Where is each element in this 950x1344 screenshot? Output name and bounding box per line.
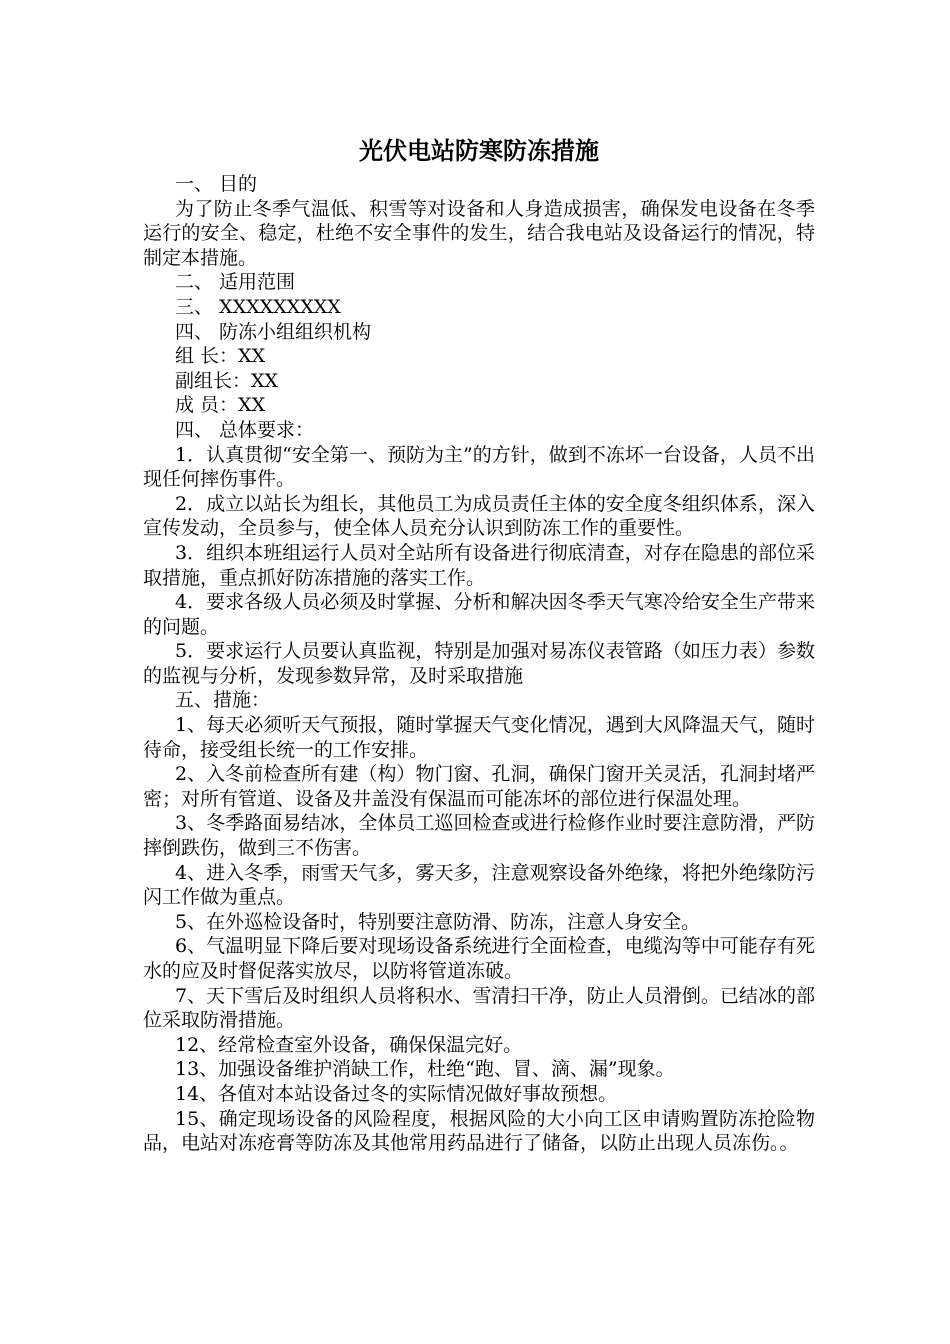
requirement-item: 3．组织本班组运行人员对全站所有设备进行彻底清查，对存在隐患的部位采取措施，重点抓好防冻措施的落实工作。: [143, 541, 815, 589]
measure-item: 14、各值对本站设备过冬的实际情况做好事故预想。: [175, 1082, 618, 1105]
requirement-item: 5．要求运行人员要认真监视，特别是加强对易冻仪表管路（如压力表）参数的监视与分析，发现参数异常，及时采取措施: [143, 640, 815, 687]
requirement-item: 1．认真贯彻“安全第一、预防为主”的方针，做到不冻坏一台设备，人员不出现任何摔伤事件。: [143, 443, 815, 491]
org-deputy-leader: 副组长：XX: [175, 369, 279, 392]
section-heading-organization: 四、 防冻小组组织机构: [175, 320, 372, 343]
measure-item: 15、确定现场设备的风险程度，根据风险的大小向工区申请购置防冻抢险物品，电站对冻疮膏等防冻及其他常用药品进行了储备，以防止出现人员冻伤。。: [143, 1107, 815, 1155]
measure-item: 5、在外巡检设备时，特别要注意防滑、防冻，注意人身安全。: [175, 910, 701, 933]
measure-item: 4、进入冬季，雨雪天气多，雾天多，注意观察设备外绝缘，将把外绝缘防污闪工作做为重点。: [143, 861, 815, 909]
measure-item: 13、加强设备维护消缺工作，杜绝“跑、冒、滴、漏”现象。: [175, 1058, 675, 1081]
section-heading-measures: 五、措施：: [175, 689, 271, 712]
section-heading-three: 三、 XXXXXXXXX: [175, 295, 341, 318]
org-members: 成 员：XX: [175, 394, 266, 417]
measure-item: 1、每天必须听天气预报，随时掌握天气变化情况，遇到大风降温天气，随时待命，接受组长统一的工作安排。: [143, 714, 815, 761]
measure-item: 6、气温明显下降后要对现场设备系统进行全面检查，电缆沟等中可能存有死水的应及时督促落实放尽，以防将管道冻破。: [143, 935, 815, 982]
section-heading-purpose: 一、 目的: [175, 173, 258, 195]
requirement-item: 4．要求各级人员必须及时掌握、分析和解决因冬季天气寒冷给安全生产带来的问题。: [143, 591, 815, 638]
measure-item: 3、冬季路面易结冰，全体员工巡回检查或进行检修作业时要注意防滑，严防摔倒跌伤，做到三不伤害。: [143, 812, 815, 860]
measure-item: 12、经常检查室外设备，确保保温完好。: [175, 1033, 523, 1056]
document-page: [143, 130, 815, 1156]
paragraph-purpose: 为了防止冬季气温低、积雪等对设备和人身造成损害，确保发电设备在冬季运行的安全、稳定，杜绝不安全事件的发生，结合我电站及设备运行的情况，特制定本措施。: [143, 197, 815, 269]
section-heading-scope: 二、 适用范围: [175, 271, 296, 294]
section-heading-requirements: 四、 总体要求：: [175, 418, 315, 441]
org-leader: 组 长：XX: [175, 345, 266, 368]
document-title: 光伏电站防寒防冻措施: [359, 136, 599, 165]
measure-item: 7、天下雪后及时组织人员将积水、雪清扫干净，防止人员滑倒。已结冰的部位采取防滑措施。: [143, 984, 815, 1032]
measure-item: 2、入冬前检查所有建（构）物门窗、孔洞，确保门窗开关灵活，孔洞封堵严密；对所有管道、设备及井盖没有保温而可能冻坏的部位进行保温处理。: [143, 763, 815, 810]
requirement-item: 2．成立以站长为组长，其他员工为成员责任主体的安全度冬组织体系，深入宣传发动，全员参与，使全体人员充分认识到防冻工作的重要性。: [143, 492, 815, 540]
